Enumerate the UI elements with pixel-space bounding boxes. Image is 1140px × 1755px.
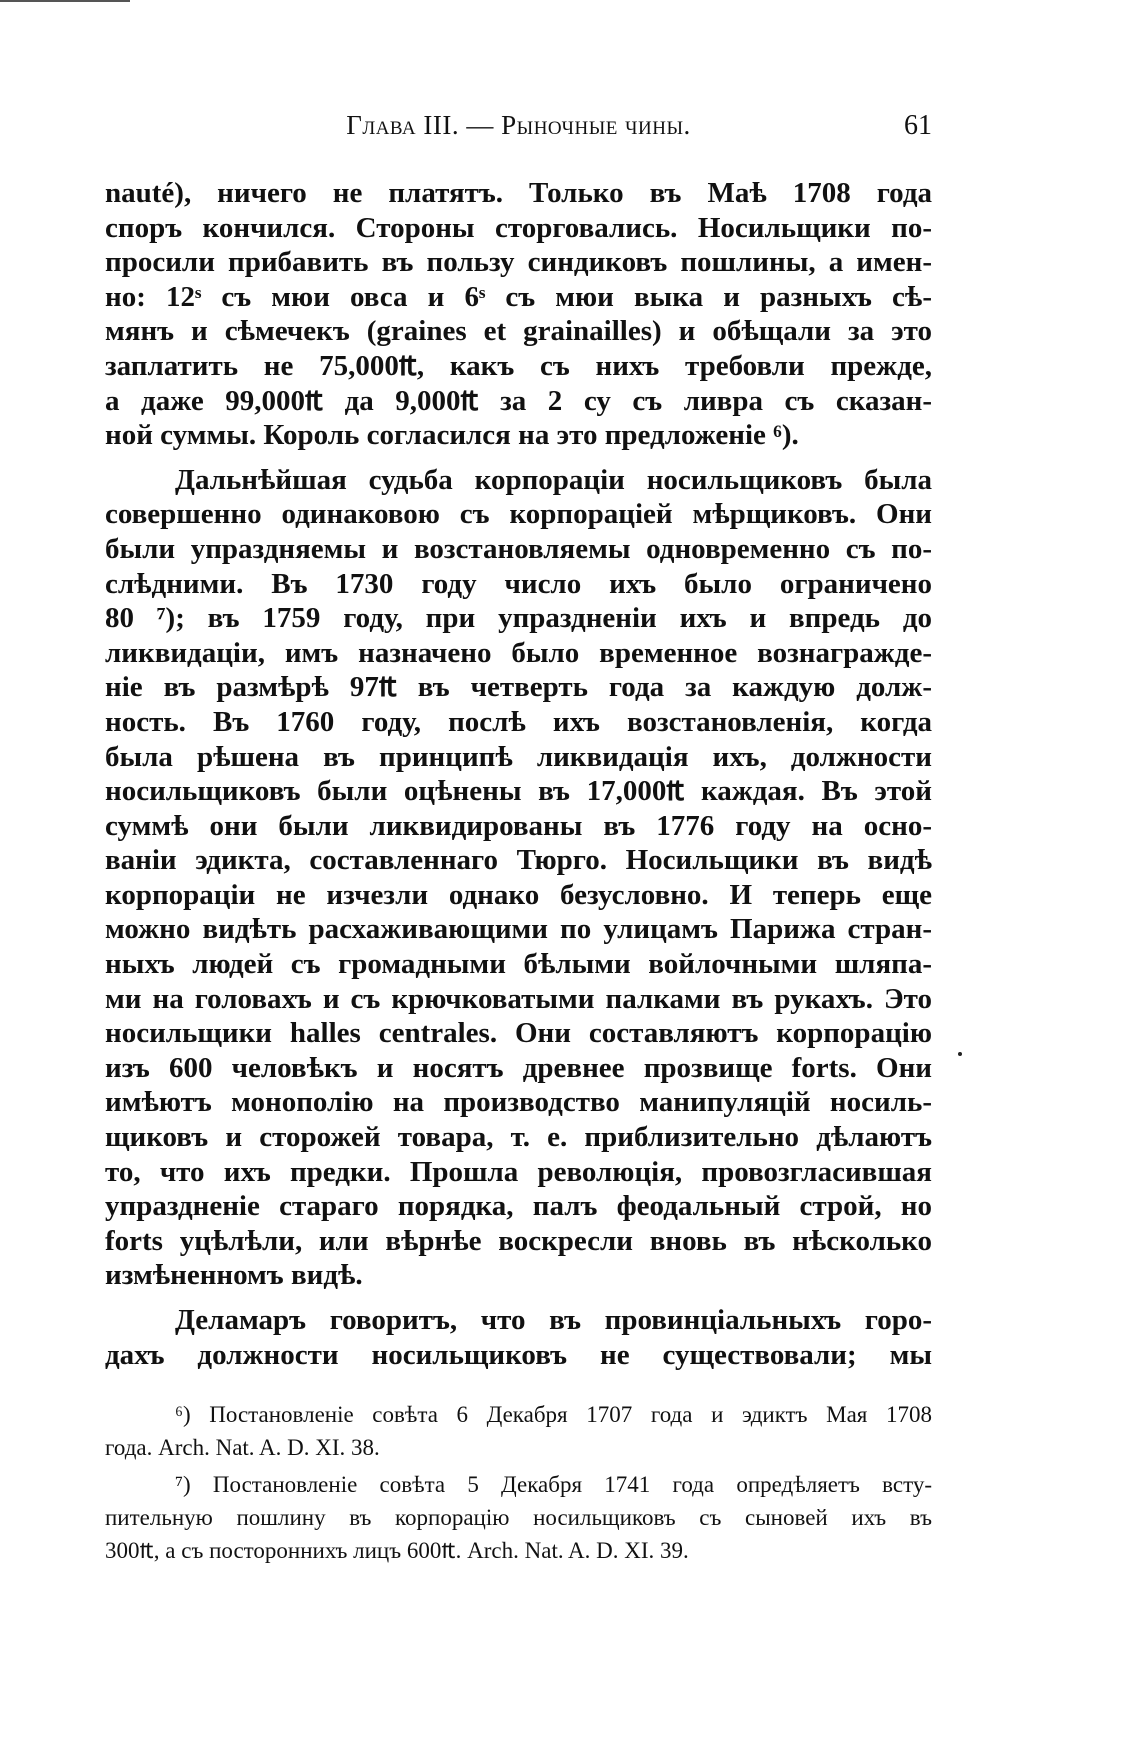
footnote-line: года. Arch. Nat. A. D. XI. 38. [105, 1435, 380, 1460]
text-line: а даже 99,000₶ да 9,000₶ за 2 су съ ливра съ сказан- [105, 384, 932, 417]
text-line: заплатить не 75,000₶, какъ съ нихъ требовли прежде, [105, 349, 932, 382]
paragraph [105, 1303, 932, 1372]
text-line: мянъ и сѣмечекъ (graines et grainailles) и обѣщали за это [105, 315, 932, 348]
text-line: nauté), ничего не платятъ. Только въ Маѣ 1708 года [105, 177, 932, 209]
text-line: изъ 600 человѣкъ и носятъ древнее прозвище forts. Они [105, 1051, 932, 1084]
text-line: корпораціи не изчезли однако безусловно. И теперь еще [105, 878, 932, 911]
text-line: просили прибавить въ пользу синдиковъ пошлины, а имен- [105, 246, 932, 279]
footnote-line: ⁶) Постановленіе совѣта 6 Декабря 1707 года и эдиктъ Мая 1708 [175, 1402, 932, 1427]
page-number: 61 [904, 110, 932, 141]
footnote [105, 1468, 932, 1567]
text-line: имѣютъ монополію на производство манипуляцій носиль- [105, 1086, 932, 1119]
text-line: ликвидаціи, имъ назначено было временное вознагражде- [105, 636, 932, 669]
footnote-line: пительную пошлину въ корпорацію носильщиковъ съ сыновей ихъ въ [105, 1505, 932, 1530]
text-line: носильщики halles centrales. Они составляютъ корпорацію [105, 1017, 932, 1050]
text-line: Дальнѣйшая судьба корпораціи носильщиковъ была [175, 463, 932, 496]
text-line: ной суммы. Король согласился на это предложеніе ⁶). [105, 419, 799, 452]
body-text [105, 176, 932, 1382]
text-line: то, что ихъ предки. Прошла революція, провозгласившая [105, 1155, 932, 1188]
scan-speck [958, 1052, 962, 1056]
text-line: совершенно одинаковою съ корпораціей мѣрщиковъ. Они [105, 498, 932, 531]
text-line: измѣненномъ видѣ. [105, 1259, 363, 1292]
text-line: ныхъ людей съ громадными бѣлыми войлочными шляпа- [105, 948, 932, 981]
text-line: можно видѣть расхаживающими по улицамъ Парижа стран- [105, 913, 932, 946]
text-line: носильщиковъ были оцѣнены въ 17,000₶ каждая. Въ этой [105, 775, 932, 808]
text-line: были упраздняемы и возстановляемы одновременно съ по- [105, 532, 932, 565]
text-line: споръ кончился. Стороны сторговались. Носильщики по- [105, 211, 932, 244]
running-title: Глава III. — Рыночные чины. [346, 110, 691, 140]
text-line: ность. Въ 1760 году, послѣ ихъ возстановленія, когда [105, 705, 932, 738]
text-line: щиковъ и сторожей товара, т. е. приблизительно дѣлаютъ [105, 1121, 932, 1154]
text-line: упраздненіе стараго порядка, палъ феодальный строй, но [105, 1190, 932, 1223]
text-line: forts уцѣлѣли, или вѣрнѣе воскресли вновь въ нѣсколько [105, 1224, 932, 1257]
text-line: но: 12ˢ съ мюи овса и 6ˢ съ мюи выка и разныхъ сѣ- [105, 280, 932, 313]
text-line: слѣдними. Въ 1730 году число ихъ было ограничено [105, 567, 932, 600]
text-line: суммѣ они были ликвидированы въ 1776 году на осно- [105, 809, 932, 842]
paragraph [105, 463, 932, 1293]
text-line: ніе въ размѣрѣ 97₶ въ четверть года за каждую долж- [105, 671, 932, 704]
text-line: ваніи эдикта, составленнаго Тюрго. Носильщики въ видѣ [105, 844, 932, 877]
scan-artifact [0, 0, 130, 2]
paragraph [105, 176, 932, 453]
footnote-line: 300₶, а съ постороннихъ лицъ 600₶. Arch. Nat. A. D. XI. 39. [105, 1538, 689, 1563]
footnote-line: ⁷) Постановленіе совѣта 5 Декабря 1741 года опредѣляетъ всту- [175, 1472, 932, 1497]
text-line: 80 ⁷); въ 1759 году, при упраздненіи ихъ и впредь до [105, 602, 932, 635]
running-header [105, 110, 932, 146]
text-line: была рѣшена въ принципѣ ликвидація ихъ, должности [105, 740, 932, 773]
text-line: ми на головахъ и съ крючковатыми палками въ рукахъ. Это [105, 982, 932, 1015]
footnotes [105, 1398, 932, 1571]
text-line: дахъ должности носильщиковъ не существовали; мы [105, 1338, 932, 1371]
footnote [105, 1398, 932, 1464]
text-line: Деламаръ говоритъ, что въ провинціальныхъ горо- [175, 1304, 932, 1336]
